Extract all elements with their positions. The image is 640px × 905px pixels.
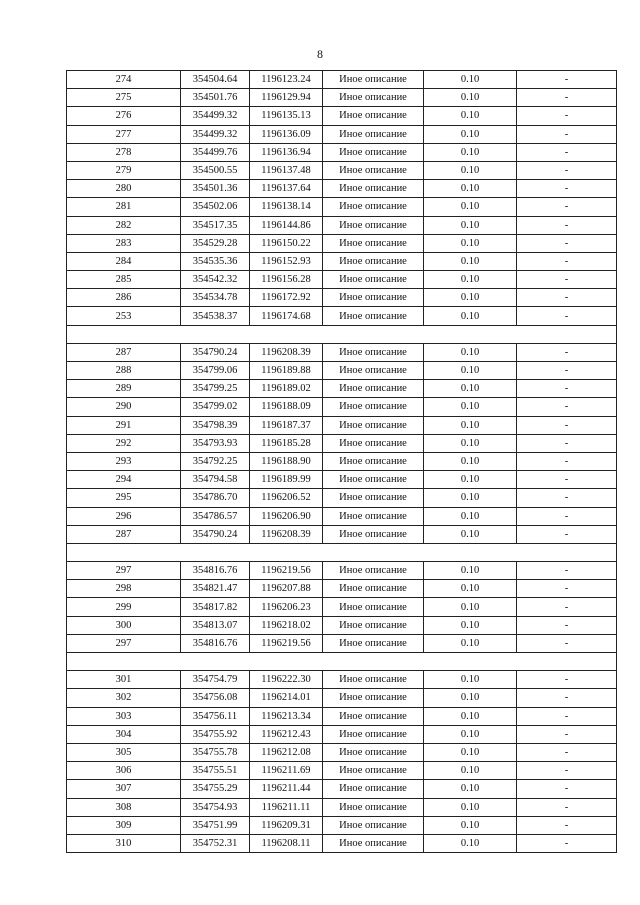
note-cell: - — [517, 71, 617, 89]
description-cell: Иное описание — [323, 707, 424, 725]
table-row — [67, 616, 617, 634]
table-row — [67, 307, 617, 325]
table-row — [67, 816, 617, 834]
description-cell: Иное описание — [323, 125, 424, 143]
note-cell: - — [517, 616, 617, 634]
x-coordinate-cell: 354754.93 — [181, 798, 250, 816]
accuracy-cell: 0.10 — [424, 743, 517, 761]
y-coordinate-cell: 1196212.43 — [250, 725, 323, 743]
note-cell: - — [517, 380, 617, 398]
table-row — [67, 380, 617, 398]
description-cell: Иное описание — [323, 525, 424, 543]
note-cell: - — [517, 125, 617, 143]
page-number: 8 — [317, 47, 323, 61]
table-row — [67, 671, 617, 689]
table-row — [67, 125, 617, 143]
description-cell: Иное описание — [323, 616, 424, 634]
note-cell: - — [517, 198, 617, 216]
point-number-cell: 297 — [67, 562, 181, 580]
table-row — [67, 71, 617, 89]
note-cell: - — [517, 143, 617, 161]
y-coordinate-cell: 1196189.88 — [250, 362, 323, 380]
y-coordinate-cell: 1196219.56 — [250, 634, 323, 652]
note-cell: - — [517, 452, 617, 470]
x-coordinate-cell: 354752.31 — [181, 834, 250, 852]
description-cell: Иное описание — [323, 689, 424, 707]
point-number-cell: 292 — [67, 434, 181, 452]
accuracy-cell: 0.10 — [424, 562, 517, 580]
accuracy-cell: 0.10 — [424, 125, 517, 143]
table-row — [67, 343, 617, 361]
note-cell: - — [517, 416, 617, 434]
table-row — [67, 234, 617, 252]
y-coordinate-cell: 1196206.90 — [250, 507, 323, 525]
accuracy-cell: 0.10 — [424, 234, 517, 252]
description-cell: Иное описание — [323, 271, 424, 289]
accuracy-cell: 0.10 — [424, 198, 517, 216]
x-coordinate-cell: 354538.37 — [181, 307, 250, 325]
accuracy-cell: 0.10 — [424, 416, 517, 434]
y-coordinate-cell: 1196211.11 — [250, 798, 323, 816]
x-coordinate-cell: 354816.76 — [181, 634, 250, 652]
table-row — [67, 216, 617, 234]
description-cell: Иное описание — [323, 216, 424, 234]
point-number-cell: 289 — [67, 380, 181, 398]
y-coordinate-cell: 1196211.69 — [250, 762, 323, 780]
table-row — [67, 634, 617, 652]
contour-separator-row — [67, 325, 617, 343]
point-number-cell: 295 — [67, 489, 181, 507]
x-coordinate-cell: 354499.32 — [181, 125, 250, 143]
point-number-cell: 286 — [67, 289, 181, 307]
note-cell: - — [517, 362, 617, 380]
accuracy-cell: 0.10 — [424, 271, 517, 289]
y-coordinate-cell: 1196206.52 — [250, 489, 323, 507]
point-number-cell: 291 — [67, 416, 181, 434]
description-cell: Иное описание — [323, 416, 424, 434]
x-coordinate-cell: 354790.24 — [181, 525, 250, 543]
x-coordinate-cell: 354504.64 — [181, 71, 250, 89]
table-row — [67, 725, 617, 743]
accuracy-cell: 0.10 — [424, 707, 517, 725]
note-cell: - — [517, 398, 617, 416]
accuracy-cell: 0.10 — [424, 398, 517, 416]
description-cell: Иное описание — [323, 671, 424, 689]
note-cell: - — [517, 271, 617, 289]
description-cell: Иное описание — [323, 834, 424, 852]
x-coordinate-cell: 354756.11 — [181, 707, 250, 725]
note-cell: - — [517, 816, 617, 834]
point-number-cell: 284 — [67, 252, 181, 270]
accuracy-cell: 0.10 — [424, 143, 517, 161]
description-cell: Иное описание — [323, 743, 424, 761]
note-cell: - — [517, 798, 617, 816]
note-cell: - — [517, 580, 617, 598]
table-row — [67, 252, 617, 270]
table-row — [67, 743, 617, 761]
x-coordinate-cell: 354529.28 — [181, 234, 250, 252]
x-coordinate-cell: 354793.93 — [181, 434, 250, 452]
x-coordinate-cell: 354501.76 — [181, 89, 250, 107]
note-cell: - — [517, 671, 617, 689]
y-coordinate-cell: 1196137.64 — [250, 180, 323, 198]
description-cell: Иное описание — [323, 89, 424, 107]
point-number-cell: 307 — [67, 780, 181, 798]
accuracy-cell: 0.10 — [424, 507, 517, 525]
accuracy-cell: 0.10 — [424, 725, 517, 743]
table-row — [67, 89, 617, 107]
accuracy-cell: 0.10 — [424, 89, 517, 107]
note-cell: - — [517, 725, 617, 743]
x-coordinate-cell: 354755.92 — [181, 725, 250, 743]
y-coordinate-cell: 1196208.39 — [250, 343, 323, 361]
x-coordinate-cell: 354816.76 — [181, 562, 250, 580]
point-number-cell: 276 — [67, 107, 181, 125]
note-cell: - — [517, 743, 617, 761]
point-number-cell: 298 — [67, 580, 181, 598]
x-coordinate-cell: 354500.55 — [181, 161, 250, 179]
x-coordinate-cell: 354755.29 — [181, 780, 250, 798]
y-coordinate-cell: 1196174.68 — [250, 307, 323, 325]
point-number-cell: 310 — [67, 834, 181, 852]
description-cell: Иное описание — [323, 507, 424, 525]
accuracy-cell: 0.10 — [424, 671, 517, 689]
description-cell: Иное описание — [323, 362, 424, 380]
x-coordinate-cell: 354534.78 — [181, 289, 250, 307]
description-cell: Иное описание — [323, 180, 424, 198]
accuracy-cell: 0.10 — [424, 634, 517, 652]
description-cell: Иное описание — [323, 289, 424, 307]
point-number-cell: 278 — [67, 143, 181, 161]
description-cell: Иное описание — [323, 198, 424, 216]
description-cell: Иное описание — [323, 252, 424, 270]
table-row — [67, 362, 617, 380]
y-coordinate-cell: 1196135.13 — [250, 107, 323, 125]
accuracy-cell: 0.10 — [424, 834, 517, 852]
x-coordinate-cell: 354756.08 — [181, 689, 250, 707]
description-cell: Иное описание — [323, 798, 424, 816]
point-number-cell: 297 — [67, 634, 181, 652]
point-number-cell: 277 — [67, 125, 181, 143]
y-coordinate-cell: 1196172.92 — [250, 289, 323, 307]
point-number-cell: 288 — [67, 362, 181, 380]
separator-cell — [67, 653, 617, 671]
note-cell: - — [517, 507, 617, 525]
note-cell: - — [517, 216, 617, 234]
y-coordinate-cell: 1196129.94 — [250, 89, 323, 107]
note-cell: - — [517, 180, 617, 198]
accuracy-cell: 0.10 — [424, 252, 517, 270]
description-cell: Иное описание — [323, 71, 424, 89]
x-coordinate-cell: 354799.25 — [181, 380, 250, 398]
table-row — [67, 507, 617, 525]
accuracy-cell: 0.10 — [424, 161, 517, 179]
table-row — [67, 271, 617, 289]
x-coordinate-cell: 354799.06 — [181, 362, 250, 380]
point-number-cell: 282 — [67, 216, 181, 234]
table-row — [67, 471, 617, 489]
x-coordinate-cell: 354798.39 — [181, 416, 250, 434]
contour-separator-row — [67, 543, 617, 561]
x-coordinate-cell: 354751.99 — [181, 816, 250, 834]
note-cell: - — [517, 289, 617, 307]
description-cell: Иное описание — [323, 780, 424, 798]
y-coordinate-cell: 1196150.22 — [250, 234, 323, 252]
note-cell: - — [517, 161, 617, 179]
table-row — [67, 834, 617, 852]
description-cell: Иное описание — [323, 398, 424, 416]
accuracy-cell: 0.10 — [424, 762, 517, 780]
separator-cell — [67, 543, 617, 561]
accuracy-cell: 0.10 — [424, 362, 517, 380]
description-cell: Иное описание — [323, 471, 424, 489]
point-number-cell: 300 — [67, 616, 181, 634]
y-coordinate-cell: 1196219.56 — [250, 562, 323, 580]
note-cell: - — [517, 689, 617, 707]
table-row — [67, 707, 617, 725]
x-coordinate-cell: 354821.47 — [181, 580, 250, 598]
point-number-cell: 309 — [67, 816, 181, 834]
description-cell: Иное описание — [323, 343, 424, 361]
accuracy-cell: 0.10 — [424, 616, 517, 634]
table-row — [67, 180, 617, 198]
accuracy-cell: 0.10 — [424, 798, 517, 816]
table-row — [67, 434, 617, 452]
table-row — [67, 452, 617, 470]
accuracy-cell: 0.10 — [424, 489, 517, 507]
contour-separator-row — [67, 653, 617, 671]
note-cell: - — [517, 525, 617, 543]
point-number-cell: 306 — [67, 762, 181, 780]
description-cell: Иное описание — [323, 725, 424, 743]
x-coordinate-cell: 354755.78 — [181, 743, 250, 761]
x-coordinate-cell: 354754.79 — [181, 671, 250, 689]
y-coordinate-cell: 1196207.88 — [250, 580, 323, 598]
table-row — [67, 689, 617, 707]
y-coordinate-cell: 1196136.94 — [250, 143, 323, 161]
accuracy-cell: 0.10 — [424, 107, 517, 125]
x-coordinate-cell: 354517.35 — [181, 216, 250, 234]
point-number-cell: 294 — [67, 471, 181, 489]
table-row — [67, 780, 617, 798]
accuracy-cell: 0.10 — [424, 580, 517, 598]
x-coordinate-cell: 354817.82 — [181, 598, 250, 616]
x-coordinate-cell: 354542.32 — [181, 271, 250, 289]
description-cell: Иное описание — [323, 489, 424, 507]
accuracy-cell: 0.10 — [424, 343, 517, 361]
note-cell: - — [517, 307, 617, 325]
x-coordinate-cell: 354499.32 — [181, 107, 250, 125]
x-coordinate-cell: 354786.57 — [181, 507, 250, 525]
point-number-cell: 281 — [67, 198, 181, 216]
table-row — [67, 198, 617, 216]
description-cell: Иное описание — [323, 234, 424, 252]
point-number-cell: 303 — [67, 707, 181, 725]
point-number-cell: 308 — [67, 798, 181, 816]
note-cell: - — [517, 598, 617, 616]
y-coordinate-cell: 1196144.86 — [250, 216, 323, 234]
accuracy-cell: 0.10 — [424, 780, 517, 798]
table-row — [67, 562, 617, 580]
y-coordinate-cell: 1196222.30 — [250, 671, 323, 689]
description-cell: Иное описание — [323, 762, 424, 780]
accuracy-cell: 0.10 — [424, 71, 517, 89]
point-number-cell: 304 — [67, 725, 181, 743]
point-number-cell: 299 — [67, 598, 181, 616]
accuracy-cell: 0.10 — [424, 289, 517, 307]
y-coordinate-cell: 1196188.09 — [250, 398, 323, 416]
note-cell: - — [517, 234, 617, 252]
description-cell: Иное описание — [323, 816, 424, 834]
point-number-cell: 296 — [67, 507, 181, 525]
table-row — [67, 107, 617, 125]
point-number-cell: 293 — [67, 452, 181, 470]
x-coordinate-cell: 354502.06 — [181, 198, 250, 216]
x-coordinate-cell: 354535.36 — [181, 252, 250, 270]
table-row — [67, 580, 617, 598]
x-coordinate-cell: 354501.36 — [181, 180, 250, 198]
description-cell: Иное описание — [323, 107, 424, 125]
description-cell: Иное описание — [323, 580, 424, 598]
accuracy-cell: 0.10 — [424, 380, 517, 398]
description-cell: Иное описание — [323, 562, 424, 580]
y-coordinate-cell: 1196137.48 — [250, 161, 323, 179]
y-coordinate-cell: 1196188.90 — [250, 452, 323, 470]
point-number-cell: 305 — [67, 743, 181, 761]
description-cell: Иное описание — [323, 307, 424, 325]
table-row — [67, 598, 617, 616]
table-row — [67, 143, 617, 161]
point-number-cell: 302 — [67, 689, 181, 707]
table-row — [67, 489, 617, 507]
separator-cell — [67, 325, 617, 343]
accuracy-cell: 0.10 — [424, 689, 517, 707]
note-cell: - — [517, 762, 617, 780]
x-coordinate-cell: 354813.07 — [181, 616, 250, 634]
y-coordinate-cell: 1196218.02 — [250, 616, 323, 634]
accuracy-cell: 0.10 — [424, 598, 517, 616]
y-coordinate-cell: 1196189.99 — [250, 471, 323, 489]
y-coordinate-cell: 1196189.02 — [250, 380, 323, 398]
point-number-cell: 253 — [67, 307, 181, 325]
note-cell: - — [517, 107, 617, 125]
x-coordinate-cell: 354786.70 — [181, 489, 250, 507]
accuracy-cell: 0.10 — [424, 525, 517, 543]
description-cell: Иное описание — [323, 452, 424, 470]
y-coordinate-cell: 1196208.11 — [250, 834, 323, 852]
x-coordinate-cell: 354755.51 — [181, 762, 250, 780]
point-number-cell: 275 — [67, 89, 181, 107]
accuracy-cell: 0.10 — [424, 471, 517, 489]
description-cell: Иное описание — [323, 634, 424, 652]
accuracy-cell: 0.10 — [424, 452, 517, 470]
point-number-cell: 285 — [67, 271, 181, 289]
point-number-cell: 287 — [67, 525, 181, 543]
description-cell: Иное описание — [323, 143, 424, 161]
y-coordinate-cell: 1196206.23 — [250, 598, 323, 616]
note-cell: - — [517, 471, 617, 489]
accuracy-cell: 0.10 — [424, 180, 517, 198]
description-cell: Иное описание — [323, 434, 424, 452]
y-coordinate-cell: 1196208.39 — [250, 525, 323, 543]
table-row — [67, 525, 617, 543]
y-coordinate-cell: 1196214.01 — [250, 689, 323, 707]
x-coordinate-cell: 354799.02 — [181, 398, 250, 416]
note-cell: - — [517, 707, 617, 725]
point-number-cell: 283 — [67, 234, 181, 252]
table-row — [67, 762, 617, 780]
note-cell: - — [517, 89, 617, 107]
y-coordinate-cell: 1196138.14 — [250, 198, 323, 216]
x-coordinate-cell: 354792.25 — [181, 452, 250, 470]
y-coordinate-cell: 1196156.28 — [250, 271, 323, 289]
point-number-cell: 274 — [67, 71, 181, 89]
table-row — [67, 416, 617, 434]
note-cell: - — [517, 343, 617, 361]
note-cell: - — [517, 562, 617, 580]
table-row — [67, 289, 617, 307]
table-row — [67, 161, 617, 179]
x-coordinate-cell: 354794.58 — [181, 471, 250, 489]
accuracy-cell: 0.10 — [424, 216, 517, 234]
point-number-cell: 301 — [67, 671, 181, 689]
y-coordinate-cell: 1196152.93 — [250, 252, 323, 270]
y-coordinate-cell: 1196211.44 — [250, 780, 323, 798]
x-coordinate-cell: 354790.24 — [181, 343, 250, 361]
accuracy-cell: 0.10 — [424, 434, 517, 452]
y-coordinate-cell: 1196209.31 — [250, 816, 323, 834]
description-cell: Иное описание — [323, 598, 424, 616]
y-coordinate-cell: 1196136.09 — [250, 125, 323, 143]
note-cell: - — [517, 634, 617, 652]
y-coordinate-cell: 1196212.08 — [250, 743, 323, 761]
description-cell: Иное описание — [323, 161, 424, 179]
y-coordinate-cell: 1196123.24 — [250, 71, 323, 89]
note-cell: - — [517, 489, 617, 507]
accuracy-cell: 0.10 — [424, 816, 517, 834]
y-coordinate-cell: 1196185.28 — [250, 434, 323, 452]
note-cell: - — [517, 434, 617, 452]
table-row — [67, 798, 617, 816]
table-row — [67, 398, 617, 416]
point-number-cell: 279 — [67, 161, 181, 179]
note-cell: - — [517, 252, 617, 270]
point-number-cell: 287 — [67, 343, 181, 361]
note-cell: - — [517, 834, 617, 852]
y-coordinate-cell: 1196187.37 — [250, 416, 323, 434]
coordinates-table — [66, 70, 617, 853]
note-cell: - — [517, 780, 617, 798]
point-number-cell: 290 — [67, 398, 181, 416]
coordinates-table-body — [67, 71, 617, 853]
accuracy-cell: 0.10 — [424, 307, 517, 325]
y-coordinate-cell: 1196213.34 — [250, 707, 323, 725]
point-number-cell: 280 — [67, 180, 181, 198]
x-coordinate-cell: 354499.76 — [181, 143, 250, 161]
description-cell: Иное описание — [323, 380, 424, 398]
